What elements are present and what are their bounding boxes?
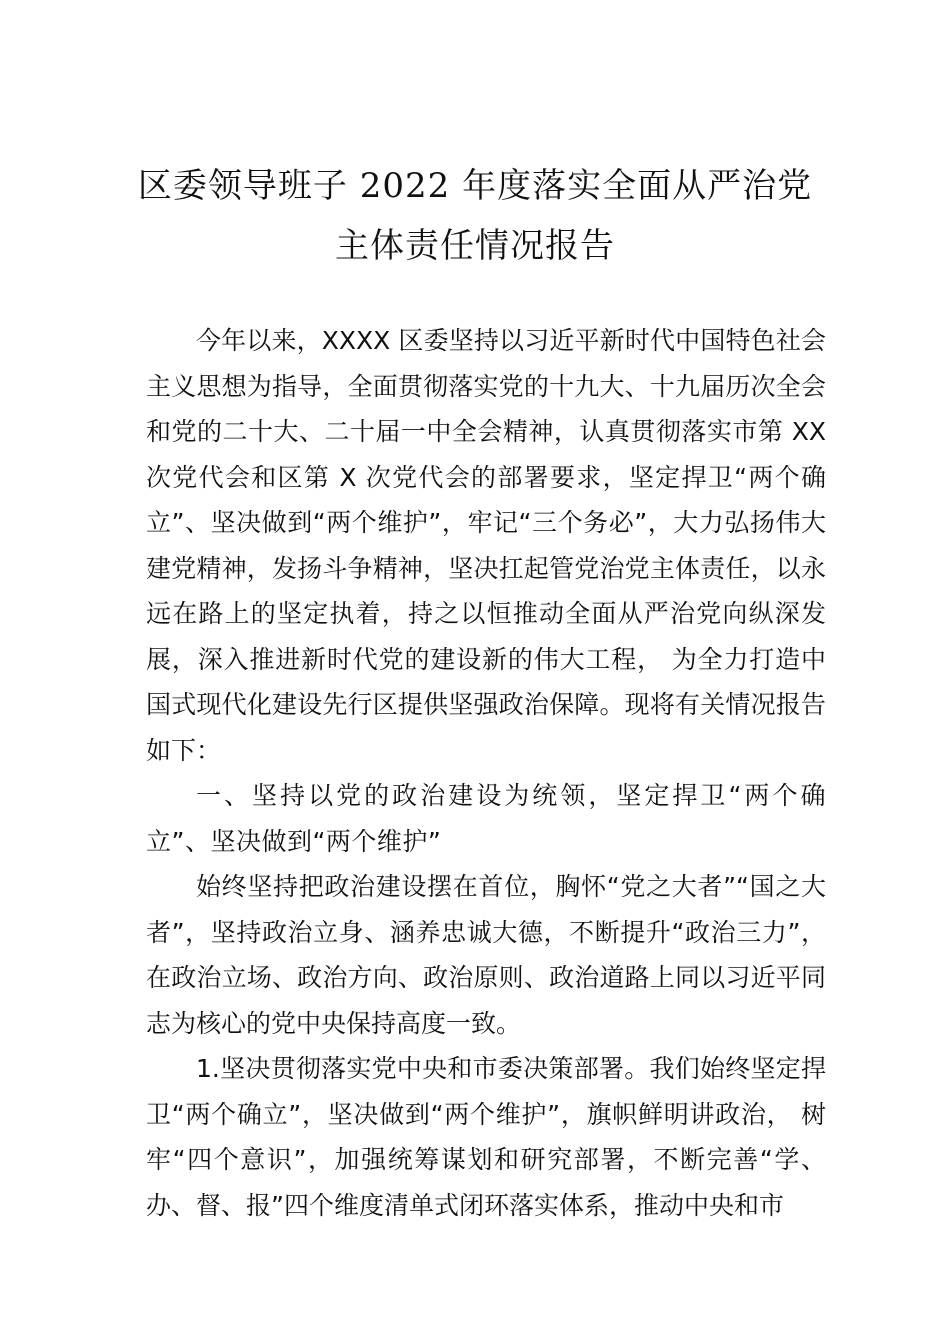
document-title-line-2: 主体责任情况报告 xyxy=(335,226,615,266)
section-1-summary-paragraph: 始终坚持把政治建设摆在首位，胸怀“党之大者”“国之大者”，坚持政治立身、涵养忠诚大德，不断提升“政治三力”，在政治立场、政治方向、政治原则、政治道路上同以习近平同志为核心的党中央保持高度一致。 xyxy=(146,872,826,1038)
subsection-1-paragraph: 1.坚决贯彻落实党中央和市委决策部署。我们始终坚定捍卫“两个确立”，坚决做到“两个维护”，旗帜鲜明讲政治， 树牢“四个意识”，加强统筹谋划和研究部署，不断完善“学、办、督、报”四个维度清单式闭环落实体系，推动中央和市 xyxy=(146,1054,826,1220)
section-heading-1: 一、坚持以党的政治建设为统领，坚定捍卫“两个确立”、坚决做到“两个维护” xyxy=(146,781,826,856)
intro-paragraph: 今年以来，XXXX 区委坚持以习近平新时代中国特色社会主义思想为指导，全面贯彻落实党的十九大、十九届历次全会和党的二十大、二十届一中全会精神，认真贯彻落实市第 XX 次党代会和区第 X 次党代会的部署要求，坚定捍卫“两个确立”、坚决做到“两个维护”，牢记“三个务必”，大力弘扬伟大建党精神，发扬斗争精神，坚决扛起管党治党主体责任，以永远在路上的坚定执着，持之以恒推动全面从严治党向纵深发展，深入推进新时代党的建设新的伟大工程， 为全力打造中国式现代化建设先行区提供坚强政治保障。现将有关情况报告如下： xyxy=(146,326,826,765)
document-title-line-1: 区委领导班子 2022 年度落实全面从严治党 xyxy=(137,166,813,206)
